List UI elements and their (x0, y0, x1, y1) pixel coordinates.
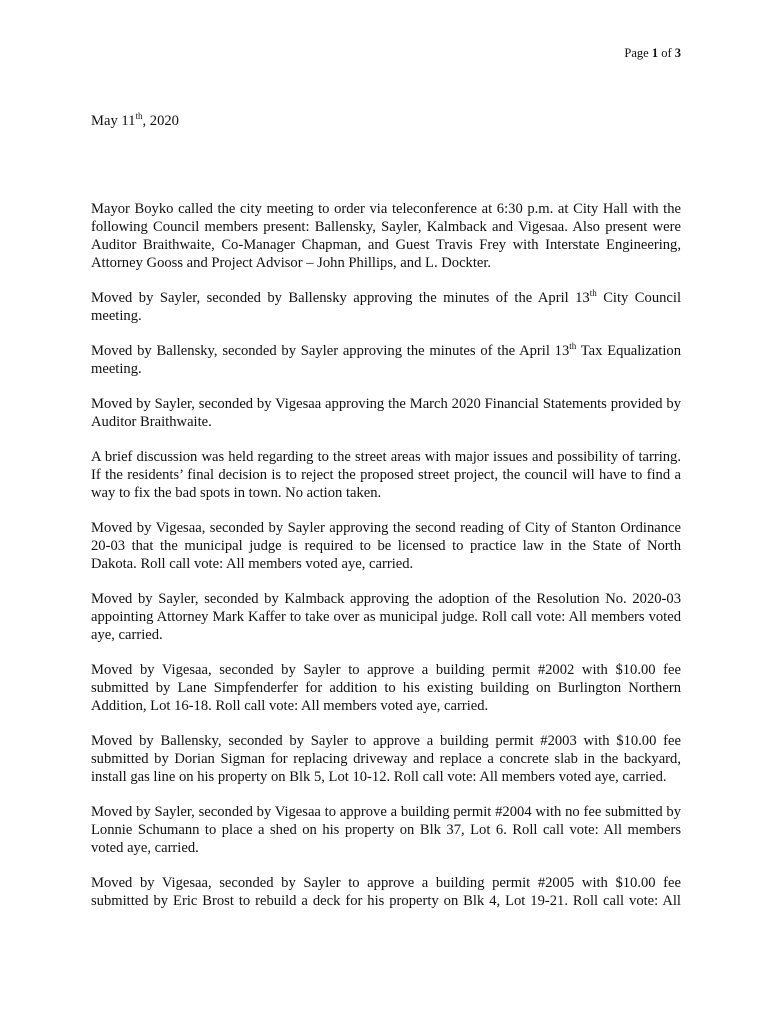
paragraph-tax-equalization-text: Moved by Ballensky, seconded by Sayler approving the minutes of the April 13 (91, 343, 570, 359)
paragraph-council-minutes-end: City Council meeting. (91, 290, 681, 324)
paragraph-building-permit-2004: Moved by Sayler, seconded by Vigesaa to approve a building permit #2004 with no fee submitted by Lonnie Schumann to place a shed on his property on Blk 37, Lot 6. Roll call vote: All members voted aye, carried. (91, 804, 681, 856)
ordinal-suffix: th (569, 341, 577, 352)
paragraph-tax-equalization-minutes (91, 342, 681, 378)
minutes-body (91, 200, 681, 927)
paragraph-council-minutes-text: Moved by Sayler, seconded by Ballensky approving the minutes of the April 13 (91, 290, 590, 306)
date-ordinal: th (135, 111, 143, 122)
paragraph-call-to-order: Mayor Boyko called the city meeting to order via teleconference at 6:30 p.m. at City Hall with the following Council members present: Ballensky, Sayler, Kalmback and Vigesaa. Also present were Auditor Braithwaite, Co-Manager Chapman, and Guest Travis Frey with Interstate Engineering, Attorney Gooss and Project Advisor – John Phillips, and L. Dockter. (91, 201, 681, 271)
paragraph-tax-equalization-end: Tax Equalization meeting. (91, 343, 681, 377)
paragraph-council-minutes (91, 289, 681, 325)
paragraph-building-permit-2002: Moved by Vigesaa, seconded by Sayler to approve a building permit #2002 with $10.00 fee submitted by Lane Simpfenderfer for addition to his existing building on Burlington Northern Addition, Lot 16-18. Roll call vote: All members voted aye, carried. (91, 662, 681, 714)
paragraph-financial-statements: Moved by Sayler, seconded by Vigesaa approving the March 2020 Financial Statements provided by Auditor Braithwaite. (91, 396, 681, 430)
ordinal-suffix: th (589, 288, 597, 299)
date-year: , 2020 (142, 113, 179, 129)
paragraph-ordinance-reading: Moved by Vigesaa, seconded by Sayler approving the second reading of City of Stanton Ordinance 20-03 that the municipal judge is required to be licensed to practice law in the State of North Dakota. Roll call vote: All members voted aye, carried. (91, 520, 681, 572)
date-text: May 11 (91, 113, 136, 129)
meeting-date (91, 113, 179, 130)
paragraph-resolution-adoption: Moved by Sayler, seconded by Kalmback approving the adoption of the Resolution No. 2020-03 appointing Attorney Mark Kaffer to take over as municipal judge. Roll call vote: All members voted aye, carried. (91, 591, 681, 643)
page-number-total: 3 (674, 46, 681, 60)
page-number-current: 1 (651, 46, 659, 60)
page-number-prefix: Page (624, 46, 652, 60)
paragraph-building-permit-2003: Moved by Ballensky, seconded by Sayler to approve a building permit #2003 with $10.00 fee submitted by Dorian Sigman for replacing driveway and replace a concrete slab in the backyard, install gas line on his property on Blk 5, Lot 10-12. Roll call vote: All members voted aye, carried. (91, 733, 681, 785)
paragraph-building-permit-2005: Moved by Vigesaa, seconded by Sayler to approve a building permit #2005 with $10.00 fee submitted by Eric Brost to rebuild a deck for his property on Blk 4, Lot 19-21. Roll call vote: All (91, 875, 681, 909)
paragraph-street-discussion: A brief discussion was held regarding to the street areas with major issues and possibility of tarring. If the residents’ final decision is to reject the proposed street project, the council will have to find a way to fix the bad spots in town. No action taken. (91, 449, 681, 501)
page-number (624, 46, 681, 61)
page-number-separator: of (658, 46, 675, 60)
